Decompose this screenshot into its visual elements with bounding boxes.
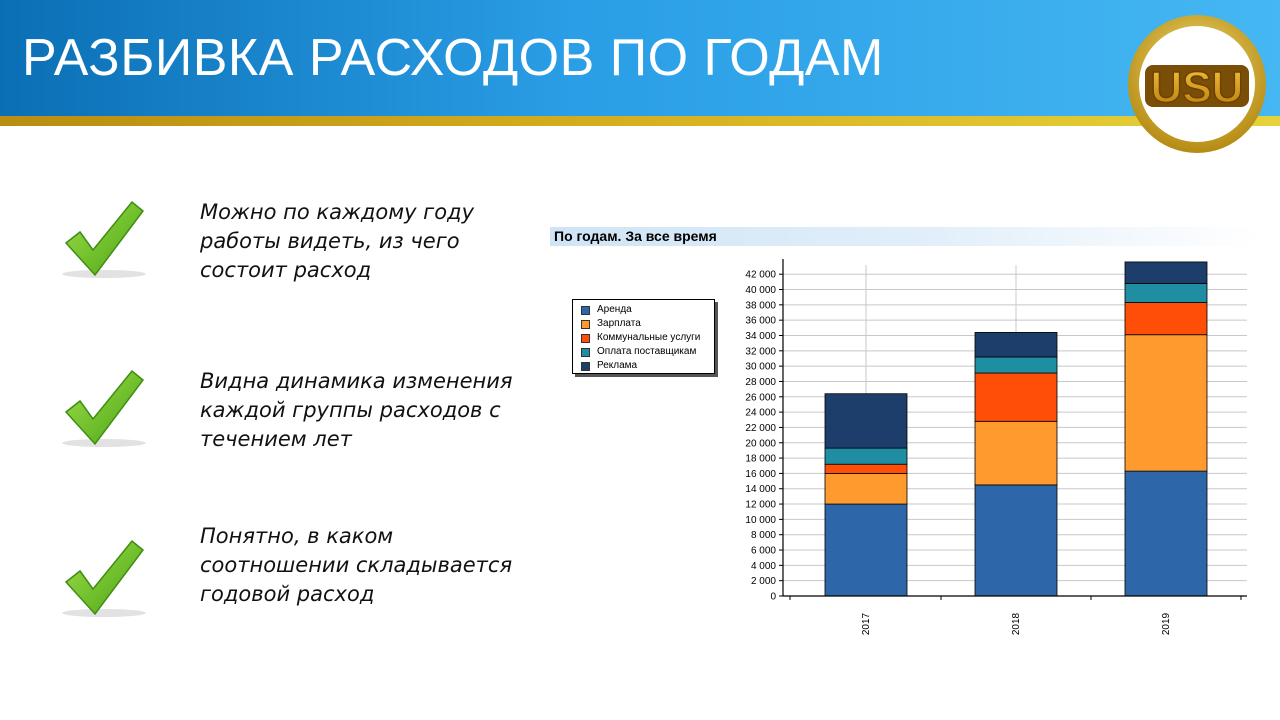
- bullet-item: [0, 367, 520, 507]
- y-tick-label: 0: [770, 591, 776, 603]
- bar-segment: [975, 485, 1057, 596]
- y-tick-label: 36 000: [745, 315, 776, 327]
- bar-segment: [975, 373, 1057, 421]
- y-tick-label: 28 000: [745, 376, 776, 388]
- y-tick-label: 22 000: [745, 422, 776, 434]
- y-tick-label: 4 000: [750, 560, 776, 572]
- legend-label: Зарплата: [597, 318, 641, 329]
- bar-segment: [1125, 262, 1207, 283]
- legend-swatch: [581, 320, 590, 329]
- bullet-item: [0, 522, 520, 662]
- y-tick-label: 34 000: [745, 330, 776, 342]
- chart-legend: [572, 299, 715, 374]
- y-tick-label: 32 000: [745, 346, 776, 358]
- x-tick-label: 2018: [1011, 612, 1022, 636]
- bullet-item: [0, 198, 520, 338]
- legend-item: [573, 317, 714, 331]
- checkmark-icon: [58, 537, 154, 621]
- bullet-text: Понятно, в каком соотношении складывается годовой расход: [200, 524, 513, 606]
- bar-segment: [1125, 303, 1207, 335]
- y-tick-label: 42 000: [745, 269, 776, 281]
- bullet-text: Можно по каждому году работы видеть, из чего состоит расход: [200, 200, 475, 282]
- legend-swatch: [581, 306, 590, 315]
- legend-swatch: [581, 348, 590, 357]
- bar-segment: [825, 473, 907, 504]
- y-tick-label: 6 000: [750, 545, 776, 557]
- header-bar: [0, 0, 1280, 116]
- legend-label: Реклама: [597, 360, 638, 371]
- bar-segment: [825, 394, 907, 448]
- bar-segment: [975, 357, 1057, 373]
- legend-swatch: [581, 334, 590, 343]
- bullet-text: Видна динамика изменения каждой группы расходов с течением лет: [200, 369, 513, 451]
- x-tick-label: 2019: [1161, 612, 1172, 636]
- header-accent-band: [0, 116, 1280, 126]
- legend-item: [573, 331, 714, 345]
- y-tick-label: 24 000: [745, 407, 776, 419]
- logo-text: USU: [1150, 63, 1244, 112]
- bar-segment: [825, 464, 907, 473]
- bar-segment: [975, 332, 1057, 357]
- page-title: РАЗБИВКА РАСХОДОВ ПО ГОДАМ: [22, 29, 884, 87]
- y-tick-label: 14 000: [745, 484, 776, 496]
- y-tick-label: 20 000: [745, 438, 776, 450]
- y-tick-label: 12 000: [745, 499, 776, 511]
- chart-title: По годам. За все время: [550, 227, 1260, 246]
- bar-segment: [1125, 335, 1207, 471]
- checkmark-icon: [58, 367, 154, 451]
- y-tick-label: 2 000: [750, 576, 776, 588]
- legend-item: [573, 359, 714, 373]
- legend-label: Оплата поставщикам: [597, 346, 697, 357]
- y-tick-label: 40 000: [745, 285, 776, 297]
- y-tick-label: 18 000: [745, 453, 776, 465]
- usu-logo: [1126, 13, 1268, 155]
- bar-segment: [975, 421, 1057, 485]
- legend-label: Аренда: [597, 304, 632, 315]
- bar-segment: [825, 448, 907, 464]
- legend-item: [573, 303, 714, 317]
- checkmark-icon: [58, 198, 154, 282]
- legend-swatch: [581, 362, 590, 371]
- y-tick-label: 10 000: [745, 514, 776, 526]
- bar-segment: [825, 504, 907, 596]
- legend-label: Коммунальные услуги: [597, 332, 701, 343]
- y-tick-label: 16 000: [745, 468, 776, 480]
- legend-item: [573, 345, 714, 359]
- y-tick-label: 38 000: [745, 300, 776, 312]
- y-tick-label: 30 000: [745, 361, 776, 373]
- y-tick-label: 26 000: [745, 392, 776, 404]
- bar-segment: [1125, 283, 1207, 302]
- y-tick-label: 8 000: [750, 530, 776, 542]
- x-tick-label: 2017: [861, 612, 872, 636]
- bar-segment: [1125, 471, 1207, 596]
